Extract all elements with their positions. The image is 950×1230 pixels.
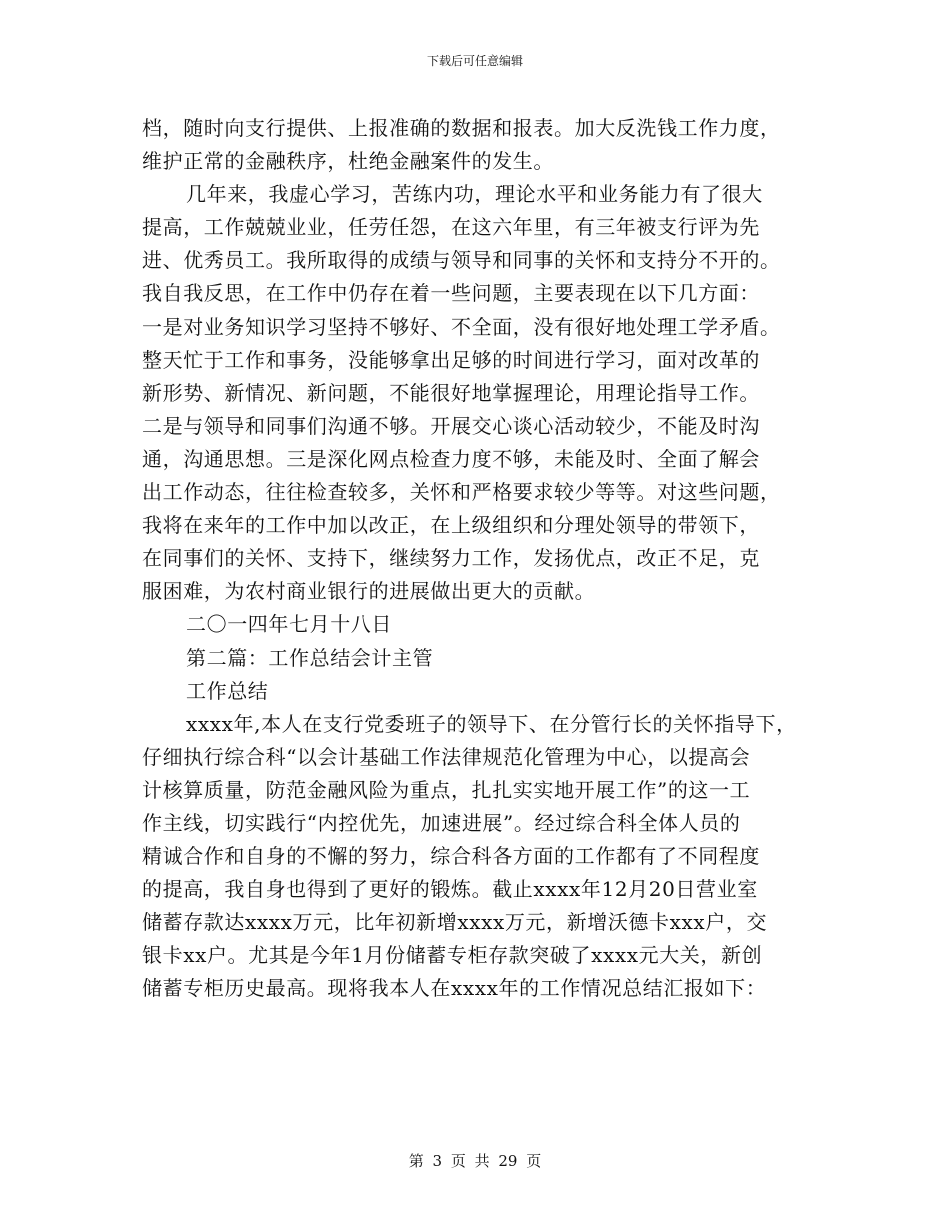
paragraph-start: xxxx年,本人在支行党委班子的领导下、在分管行长的关怀指导下， <box>186 711 797 736</box>
text-line: 的提高，我自身也得到了更好的锻炼。截止xxxx年12月20日营业室 <box>142 877 758 902</box>
text-line: 作主线，切实践行“内控优先，加速进展”。经过综合科全体人员的 <box>142 810 741 835</box>
text-line: 通，沟通思想。三是深化网点检查力度不够，未能及时、全面了解会 <box>142 446 760 471</box>
text-line: 我自我反思，在工作中仍存在着一些问题，主要表现在以下几方面： <box>142 281 760 306</box>
text-line: 银卡xx户。尤其是今年1月份储蓄专柜存款突破了xxxx元大关，新创 <box>142 943 763 968</box>
text-line: 仔细执行综合科“以会计基础工作法律规范化管理为中心，以提高会 <box>142 744 751 769</box>
text-line: 提高，工作兢兢业业，任劳任怨，在这六年里，有三年被支行评为先 <box>142 215 760 240</box>
text-line: 进、优秀员工。我所取得的成绩与领导和同事的关怀和支持分不开的。 <box>142 248 781 273</box>
date-line: 二〇一四年七月十八日 <box>186 612 392 637</box>
text-line: 服困难，为农村商业银行的进展做出更大的贡献。 <box>142 579 596 604</box>
page-header: 下载后可任意编辑 <box>426 54 523 68</box>
paragraph-start: 几年来，我虚心学习，苦练内功，理论水平和业务能力有了很大 <box>186 182 763 207</box>
text-line: 在同事们的关怀、支持下，继续努力工作，发扬优点，改正不足，克 <box>142 546 760 571</box>
text-line: 出工作动态，往往检查较多，关怀和严格要求较少等等。对这些问题， <box>142 480 781 505</box>
text-line: 储蓄专柜历史最高。现将我本人在xxxx年的工作情况总结汇报如下： <box>142 976 767 1001</box>
text-line: 新形势、新情况、新问题，不能很好地掌握理论，用理论指导工作。 <box>142 380 760 405</box>
document-body <box>142 112 842 1006</box>
text-line: 档，随时向支行提供、上报准确的数据和报表。加大反洗钱工作力度， <box>142 116 781 140</box>
text-line: 我将在来年的工作中加以改正，在上级组织和分理处领导的带领下， <box>142 513 760 538</box>
text-line: 整天忙于工作和事务，没能够拿出足够的时间进行学习，面对改革的 <box>142 347 760 372</box>
section-heading: 第二篇：工作总结会计主管 <box>186 645 434 670</box>
text-line: 维护正常的金融秩序，杜绝金融案件的发生。 <box>142 149 554 174</box>
subsection-heading: 工作总结 <box>186 678 269 703</box>
text-line: 二是与领导和同事们沟通不够。开展交心谈心活动较少，不能及时沟 <box>142 413 760 438</box>
page-footer: 第 3 页 共 29 页 <box>408 1152 542 1170</box>
text-line: 一是对业务知识学习坚持不够好、不全面，没有很好地处理工学矛盾。 <box>142 314 781 339</box>
text-line: 计核算质量，防范金融风险为重点，扎扎实实地开展工作”的这一工 <box>142 777 751 802</box>
text-line: 精诚合作和自身的不懈的努力，综合科各方面的工作都有了不同程度 <box>142 844 760 869</box>
text-line: 储蓄存款达xxxx万元，比年初新增xxxx万元，新增沃德卡xxx户，交 <box>142 910 768 935</box>
